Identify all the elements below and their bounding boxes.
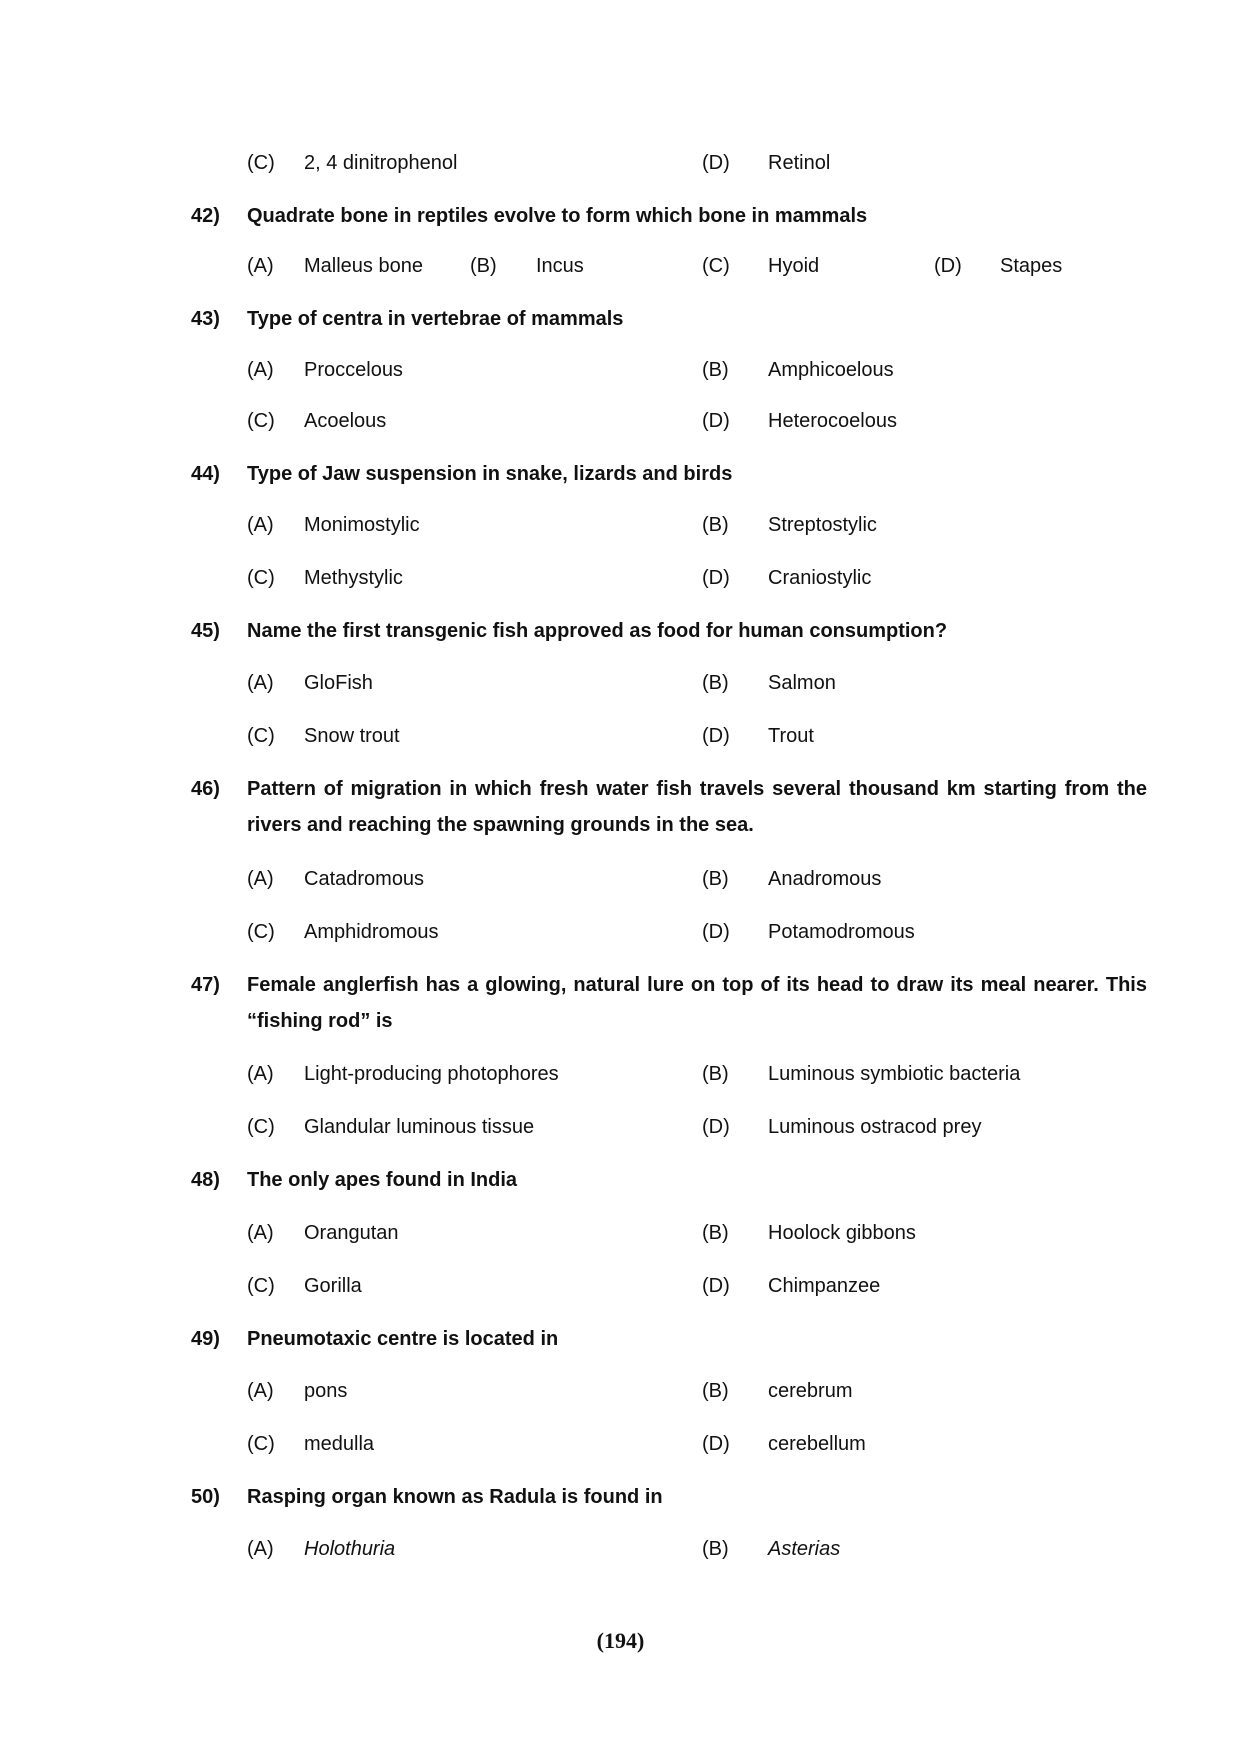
option-text: Trout: [768, 725, 814, 747]
option-text: Hoolock gibbons: [768, 1222, 916, 1244]
option-label: (C): [247, 1116, 275, 1138]
question-text: The only apes found in India: [247, 1169, 518, 1191]
option-label: (D): [702, 410, 730, 432]
option-label: (B): [702, 1063, 729, 1085]
option-text: Incus: [536, 255, 584, 277]
option-text: Catadromous: [304, 868, 425, 890]
option-label: (A): [247, 1380, 274, 1402]
option-text: Monimostylic: [304, 514, 420, 536]
question-text: Female anglerfish has a glowing, natural lure on top of its head to draw its meal nearer. This “fishing rod” is: [247, 974, 1147, 1032]
option-text: Acoelous: [304, 410, 387, 432]
option-label: (C): [247, 152, 275, 174]
option-label: (D): [702, 725, 730, 747]
options-row: [0, 1376, 1241, 1406]
question-text: Pattern of migration in which fresh water fish travels several thousand km starting from the rivers and reaching the spawning grounds in the sea.: [247, 778, 1147, 836]
question-text: Rasping organ known as Radula is found in: [247, 1486, 663, 1508]
option-text: Amphidromous: [304, 921, 439, 943]
options-row: [0, 864, 1241, 894]
option-label: (A): [247, 868, 274, 890]
option-text: Methystylic: [304, 567, 403, 589]
question-text: Quadrate bone in reptiles evolve to form which bone in mammals: [247, 205, 868, 227]
question-number: 44): [191, 463, 220, 485]
option-text: cerebrum: [768, 1380, 853, 1402]
option-label: (B): [702, 1380, 729, 1402]
option-label: (D): [702, 921, 730, 943]
option-text: Salmon: [768, 672, 836, 694]
option-text: Streptostylic: [768, 514, 877, 536]
option-text: Luminous symbiotic bacteria: [768, 1063, 1021, 1085]
option-text: Heterocoelous: [768, 410, 897, 432]
option-text: pons: [304, 1380, 348, 1402]
option-text: Luminous ostracod prey: [768, 1116, 982, 1138]
option-label: (A): [247, 359, 274, 381]
question-number: 46): [191, 778, 220, 800]
option-text: Anadromous: [768, 868, 882, 890]
question-text: Type of centra in vertebrae of mammals: [247, 308, 624, 330]
option-label: (C): [247, 921, 275, 943]
options-row: [0, 563, 1241, 593]
option-text: Glandular luminous tissue: [304, 1116, 535, 1138]
question-number: 50): [191, 1486, 220, 1508]
option-text: Asterias: [768, 1538, 841, 1560]
option-label: (C): [247, 1275, 275, 1297]
option-label: (A): [247, 1063, 274, 1085]
question-number: 45): [191, 620, 220, 642]
options-row: [0, 1271, 1241, 1301]
option-label: (A): [247, 514, 274, 536]
options-row: [0, 406, 1241, 436]
options-row: [0, 668, 1241, 698]
option-text: Orangutan: [304, 1222, 399, 1244]
options-row: [0, 721, 1241, 751]
option-label: (C): [247, 1433, 275, 1455]
question-number: 48): [191, 1169, 220, 1191]
options-row: [0, 1112, 1241, 1142]
options-row: [0, 917, 1241, 947]
option-text: Gorilla: [304, 1275, 362, 1297]
option-text: Hyoid: [768, 255, 820, 277]
option-label: (B): [702, 868, 729, 890]
option-label: (A): [247, 255, 274, 277]
option-label: (D): [702, 567, 730, 589]
option-label: (B): [702, 359, 729, 381]
option-label: (B): [702, 1222, 729, 1244]
option-label: (B): [702, 672, 729, 694]
option-label: (B): [470, 255, 497, 277]
question-number: 43): [191, 308, 220, 330]
option-text: Malleus bone: [304, 255, 423, 277]
option-label: (D): [702, 1275, 730, 1297]
option-label: (D): [702, 1433, 730, 1455]
option-text: GloFish: [304, 672, 373, 694]
option-label: (B): [702, 514, 729, 536]
option-text: cerebellum: [768, 1433, 866, 1455]
option-text: Amphicoelous: [768, 359, 894, 381]
option-label: (C): [702, 255, 730, 277]
option-label: (C): [247, 567, 275, 589]
option-text: Retinol: [768, 152, 831, 174]
question-number: 49): [191, 1328, 220, 1350]
option-label: (D): [702, 1116, 730, 1138]
options-row: [0, 1218, 1241, 1248]
options-row: [0, 1429, 1241, 1459]
carryover-options-row: [0, 148, 1241, 178]
options-row: [0, 1059, 1241, 1089]
option-label: (D): [702, 152, 730, 174]
question-text: Name the first transgenic fish approved as food for human consumption?: [247, 620, 948, 642]
options-row: [0, 355, 1241, 385]
options-row: [0, 510, 1241, 540]
options-row: [0, 251, 1241, 281]
question-number: 42): [191, 205, 220, 227]
option-label: (C): [247, 410, 275, 432]
options-row: [0, 1534, 1241, 1564]
option-label: (A): [247, 672, 274, 694]
option-text: Chimpanzee: [768, 1275, 881, 1297]
option-label: (A): [247, 1538, 274, 1560]
option-text: medulla: [304, 1433, 375, 1455]
question-text: Type of Jaw suspension in snake, lizards and birds: [247, 463, 733, 485]
option-text: Snow trout: [304, 725, 400, 747]
option-text: Light-producing photophores: [304, 1063, 559, 1085]
option-text: Craniostylic: [768, 567, 872, 589]
page-number: (194): [596, 1628, 645, 1653]
option-label: (B): [702, 1538, 729, 1560]
option-text: Stapes: [1000, 255, 1063, 277]
option-label: (A): [247, 1222, 274, 1244]
option-label: (C): [247, 725, 275, 747]
option-text: Holothuria: [304, 1538, 396, 1560]
option-text: Proccelous: [304, 359, 403, 381]
option-text: 2, 4 dinitrophenol: [304, 152, 458, 174]
option-text: Potamodromous: [768, 921, 915, 943]
option-label: (D): [934, 255, 962, 277]
question-number: 47): [191, 974, 220, 996]
question-text: Pneumotaxic centre is located in: [247, 1328, 559, 1350]
